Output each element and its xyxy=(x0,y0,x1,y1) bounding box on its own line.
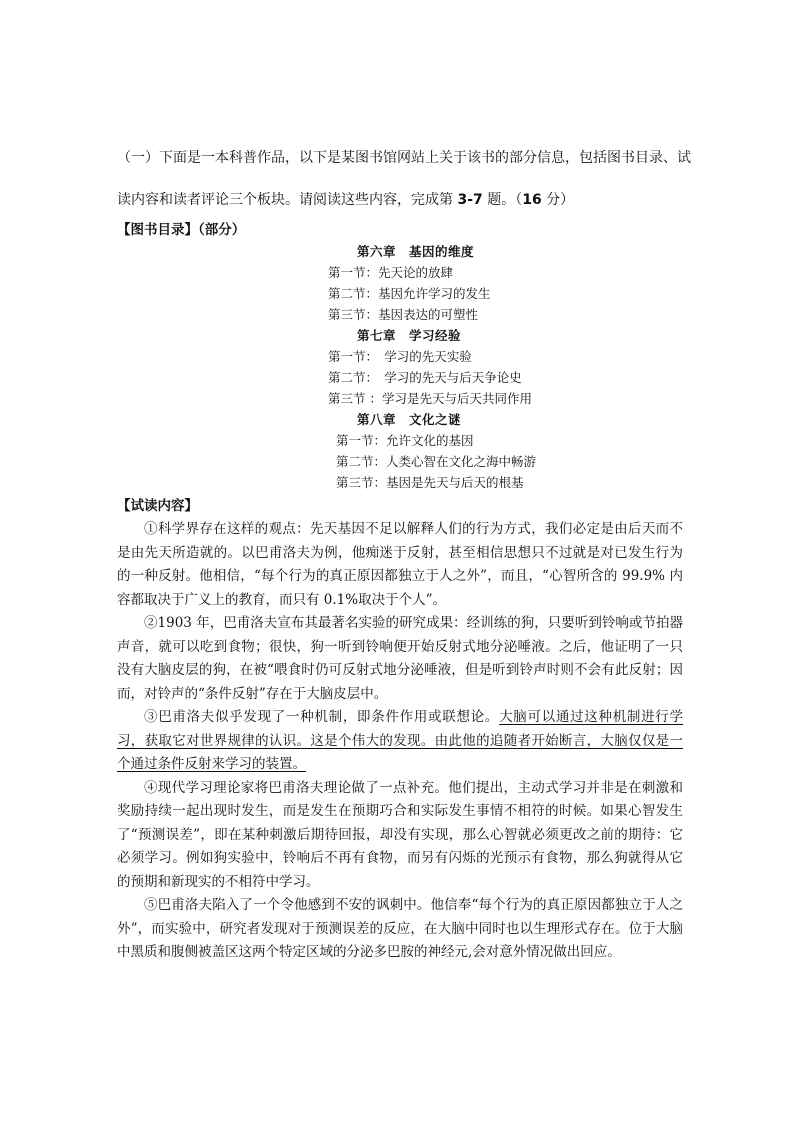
paragraph-5: ⑤巴甫洛夫陷入了一个令他感到不安的讽刺中。他信奉“每个行为的真正原因都独立于人之外”，而实验中，研究者发现对于预测误差的反应，在大脑中同时也以生理形式存在。位于大脑中黑质和腹侧被盖区这两个特定区域的分泌多巴胺的神经元,会对意外情况做出回应。 xyxy=(117,897,683,960)
question-range: 3-7 xyxy=(457,192,483,208)
paragraph-2: ②1903 年，巴甫洛夫宣布其最著名实验的研究成果：经训练的狗，只要听到铃响或节拍器声音，就可以吃到食物；很快，狗一听到铃响便开始反射式地分泌唾液。之后，他证明了一只没有大脑皮层的狗，在被“喂食时仍可反射式地分泌唾液，但是听到铃声时则不会有此反射；因而，对铃声的“条件反射”存在于大脑皮层中。 xyxy=(117,615,683,702)
paragraph-1: ①科学界存在这样的观点：先天基因不足以解释人们的行为方式，我们必定是由后天而不是由先天所造就的。以巴甫洛夫为例，他痴迷于反射，甚至相信思想只不过就是对已发生行为的一种反射。他相信，“每个行为的真正原因都独立于人之外”，而且，“心智所含的 99.9% 内容都取决于广义上的教育，而只有 0.1%取决于个人”。 xyxy=(117,521,683,608)
chapter-6-section-3: 第三节：基因表达的可塑性 xyxy=(328,307,479,322)
chapter-7-section-3: 第三节 ：学习是先天与后天共同作用 xyxy=(328,391,532,406)
chapter-6-section-2: 第二节：基因允许学习的发生 xyxy=(328,286,491,301)
chapter-7-section-1: 第一节： 学习的先天实验 xyxy=(328,349,472,364)
chapter-8-section-2: 第二节：人类心智在文化之海中畅游 xyxy=(336,454,537,469)
intro-text: 分） xyxy=(541,192,575,208)
chapter-8-section-3: 第三节：基因是先天与后天的根基 xyxy=(336,475,524,490)
score-value: 16 xyxy=(522,192,542,208)
toc-heading: 【图书目录】（部分） xyxy=(117,222,246,238)
intro-text: 读内容和读者评论三个板块。请阅读这些内容，完成第 xyxy=(117,192,458,208)
chapter-8-section-1: 第一节：允许文化的基因 xyxy=(336,433,474,448)
paragraph-3 xyxy=(117,706,683,777)
intro-text: 题。（ xyxy=(482,192,523,208)
chapter-7-section-2: 第二节： 学习的先天与后天争论史 xyxy=(328,370,522,385)
paragraph-4: ④现代学习理论家将巴甫洛夫理论做了一点补充。他们提出，主动式学习并非是在刺激和奖励持续一起出现时发生，而是发生在预期巧合和实际发生事情不相符的时候。如果心智发生了“预测误差”，即在某种刺激后期待回报，却没有实现，那么心智就必须更改之前的期待：它必须学习。例如狗实验中，铃响后不再有食物，而另有闪烁的光预示有食物，那么狗就得从它的预期和新现实的不相符中学习。 xyxy=(117,779,683,890)
chapter-8-title: 第八章 文化之谜 xyxy=(357,412,462,427)
intro-line-2 xyxy=(117,191,687,209)
underlined-passage: 大脑可以通过这种机制进行学习，获取它对世界规律的认识。这是个伟大的发现。由此他的追随者开始断言，大脑仅仅是一个通过条件反射来学习的装置。 xyxy=(117,709,684,772)
chapter-6-section-1: 第一节：先天论的放肆 xyxy=(328,265,454,280)
intro-line-1: （一）下面是一本科普作品，以下是某图书馆网站上关于该书的部分信息，包括图书目录、试 xyxy=(117,150,691,166)
chapter-7-title: 第七章 学习经验 xyxy=(357,328,462,343)
trial-heading: 【试读内容】 xyxy=(117,498,198,514)
chapter-6-title: 第六章 基因的维度 xyxy=(357,244,475,259)
paragraph-3-text: ③巴甫洛夫似乎发现了一种机制，即条件作用或联想论。 xyxy=(144,709,500,725)
trial-content xyxy=(117,518,683,965)
